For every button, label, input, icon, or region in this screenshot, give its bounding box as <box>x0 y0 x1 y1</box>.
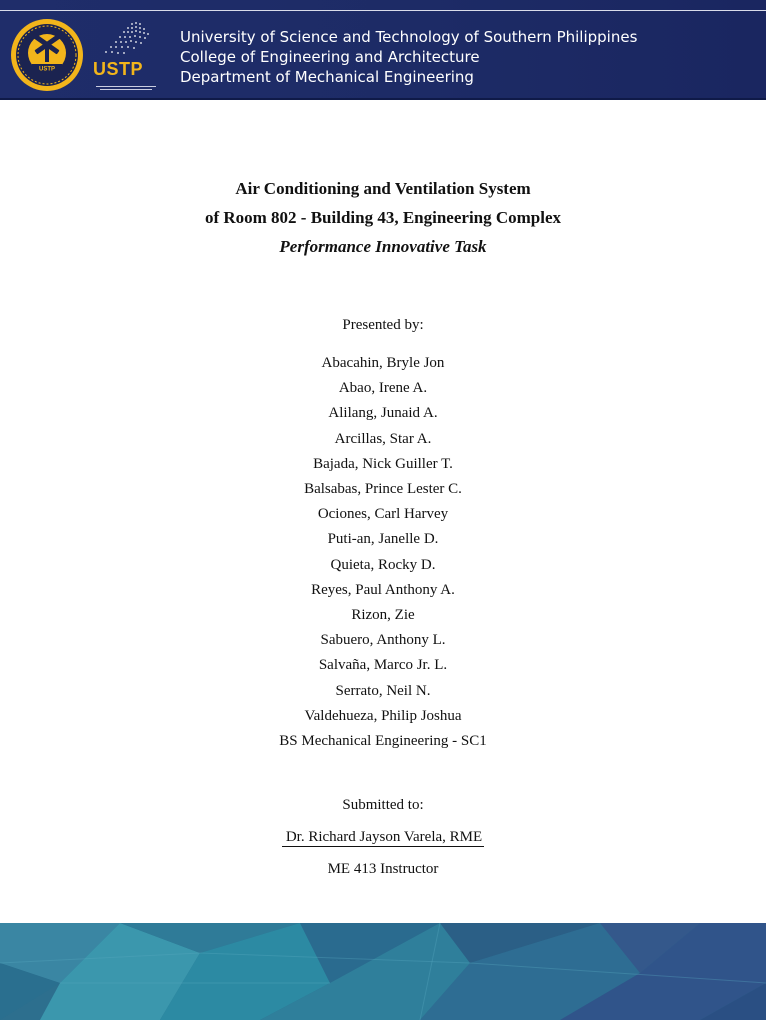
footer-decorative-band <box>0 923 766 1020</box>
ustp-logo-text: USTP <box>93 59 144 79</box>
seal-lettering: USTP <box>38 66 56 73</box>
presenter-list <box>0 351 766 754</box>
program-section: BS Mechanical Engineering - SC1 <box>279 733 487 750</box>
presenter-name: Salvaña, Marco Jr. L. <box>318 657 448 674</box>
presenter-name: Alilang, Junaid A. <box>328 405 438 422</box>
header-institution-block <box>180 27 637 87</box>
instructor-role: ME 413 Instructor <box>327 861 439 877</box>
title-line-1: Air Conditioning and Ventilation System <box>235 179 531 198</box>
header-banner <box>0 0 766 100</box>
presenter-name: Puti-an, Janelle D. <box>327 531 439 548</box>
university-seal-icon <box>10 18 84 92</box>
header-top-rule <box>0 10 766 11</box>
presenter-name: Sabuero, Anthony L. <box>320 632 446 649</box>
presented-by-label: Presented by: <box>342 317 424 333</box>
presenter-name: Rizon, Zie <box>351 607 415 624</box>
college-name: College of Engineering and Architecture <box>180 48 480 66</box>
ustp-logo-icon <box>92 18 158 94</box>
presenter-name: Reyes, Paul Anthony A. <box>311 581 455 598</box>
submitted-to-label: Submitted to: <box>342 797 424 813</box>
presenter-name: Abacahin, Bryle Jon <box>321 355 445 371</box>
document-title <box>0 174 766 261</box>
title-line-2: of Room 802 - Building 43, Engineering Complex <box>204 208 562 227</box>
presenter-name: Abao, Irene A. <box>338 380 428 397</box>
footer-polygon-pattern <box>0 923 766 1020</box>
university-name: University of Science and Technology of Southern Philippines <box>180 28 638 46</box>
presenter-name: Bajada, Nick Guiller T. <box>313 455 453 472</box>
title-line-3: Performance Innovative Task <box>279 237 487 256</box>
instructor-name-text: Dr. Richard Jayson Varela, RME <box>282 829 484 847</box>
presenter-name: Arcillas, Star A. <box>334 430 432 447</box>
presenter-name: Ociones, Carl Harvey <box>317 506 449 523</box>
presenter-name: Quieta, Rocky D. <box>330 556 436 573</box>
presenter-name: Balsabas, Prince Lester C. <box>304 481 462 498</box>
presenter-name: Valdehueza, Philip Joshua <box>304 707 462 724</box>
department-name: Department of Mechanical Engineering <box>180 68 474 86</box>
instructor-name <box>0 829 766 846</box>
header-bottom-rule <box>0 98 766 100</box>
presenter-name: Serrato, Neil N. <box>335 682 431 699</box>
